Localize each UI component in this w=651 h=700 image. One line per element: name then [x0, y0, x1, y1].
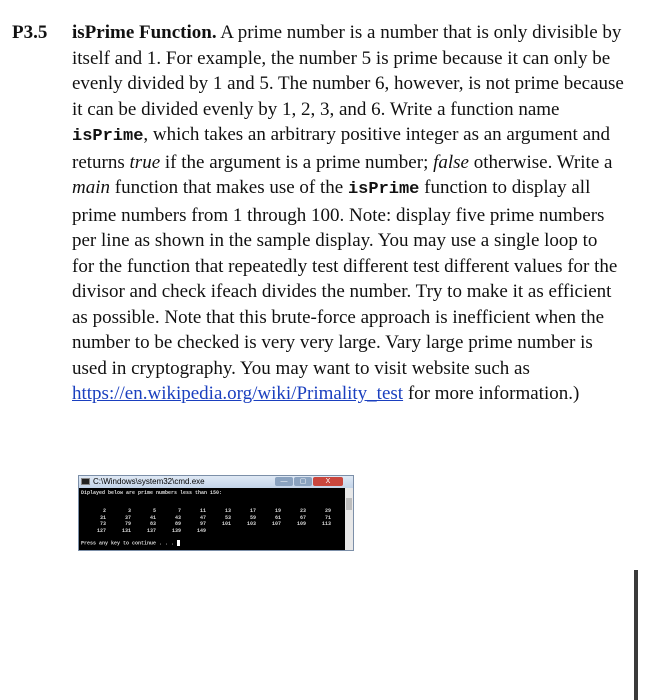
code-ispime-2: isPrime	[347, 180, 420, 199]
italic-false: false	[433, 151, 469, 173]
prime-cell: 59	[249, 514, 256, 521]
console-window	[78, 475, 354, 551]
prime-cell: 113	[321, 521, 331, 527]
console-prompt	[81, 540, 180, 546]
prime-cell: 61	[274, 514, 281, 521]
console-titlebar	[79, 476, 353, 488]
minimize-button[interactable]: —	[275, 477, 293, 486]
prime-cell: 37	[124, 514, 131, 521]
prime-cell: 11	[199, 508, 206, 514]
prime-cell: 23	[299, 508, 306, 514]
prime-cell: 97	[199, 521, 206, 527]
prime-cell: 67	[299, 514, 306, 521]
code-ispime-1: isPrime	[72, 127, 144, 146]
cmd-icon	[81, 478, 90, 485]
prime-cell: 137	[146, 527, 156, 534]
prime-cell: 19	[274, 508, 281, 514]
text-segment: otherwise. Write a	[468, 151, 613, 173]
close-button[interactable]: X	[313, 477, 343, 486]
prompt-text: Press any key to continue . . .	[81, 540, 178, 547]
prime-cell: 17	[249, 508, 256, 514]
console-header-line: Diplayed below are prime numbers less than 150:	[81, 490, 223, 496]
prime-cell: 71	[324, 514, 331, 521]
page-edge-divider	[634, 570, 638, 700]
problem-statement	[72, 20, 624, 407]
console-title: C:\Windows\system32\cmd.exe	[93, 477, 205, 486]
text-segment: A prime number is a number that is only divisible by itself and 1. For example, the number 5 is prime because it can only be evenly divided by 1 and 5. The number 6, however, is not prime because it can be divided evenly by 1, 2, 3, and 6. Write a function name	[72, 22, 624, 120]
console-output	[79, 488, 345, 550]
console-scrollbar[interactable]	[345, 488, 353, 550]
primality-test-link[interactable]: https://en.wikipedia.org/wiki/Primality_test	[72, 383, 404, 404]
prime-cell: 89	[174, 521, 181, 527]
prime-cell: 3	[127, 508, 131, 514]
prime-cell: 107	[271, 521, 281, 527]
prime-cell: 2	[102, 508, 106, 514]
prime-cell: 139	[171, 527, 181, 534]
prime-cell: 13	[224, 508, 231, 514]
prime-cell: 149	[196, 527, 206, 534]
scrollbar-thumb[interactable]	[346, 498, 352, 510]
text-segment: for more information.)	[403, 383, 580, 404]
prime-cell: 83	[149, 521, 156, 527]
prime-grid	[81, 508, 331, 534]
prime-cell: 5	[152, 508, 156, 514]
prime-cell: 127	[96, 527, 106, 534]
prime-cell: 73	[99, 521, 106, 527]
prime-cell: 131	[121, 527, 131, 534]
table-row	[81, 528, 331, 535]
prime-cell: 29	[324, 508, 331, 514]
text-segment: if the argument is a prime number;	[160, 151, 434, 173]
prime-cell: 31	[99, 514, 106, 521]
prime-cell: 103	[246, 521, 256, 527]
prime-cell: 101	[221, 521, 231, 527]
text-segment: function to display all prime numbers from 1 through 100. Note: display five prime numbers per line as shown in the sample display. You may use a single loop to for the function that repeatedly test different test different values for the divisor and check ifeach divides the number. Try to make it as efficient as possible. Note that this brute-force approach is inefficient when the number to be checked is very very large. Vary large prime number is used in cryptography. You may want to visit website such as	[72, 177, 618, 379]
prime-cell: 109	[296, 521, 306, 527]
prime-cell: 53	[224, 514, 231, 521]
prime-cell: 7	[177, 508, 181, 514]
prime-cell: 43	[174, 514, 181, 521]
italic-main: main	[72, 177, 110, 198]
text-segment: function that makes use of the	[110, 177, 348, 198]
text-segment: , which takes an arbitrary positive integer as an argument and returns	[72, 124, 610, 173]
italic-true: true	[129, 151, 161, 173]
prime-cell: 41	[149, 514, 156, 521]
prime-cell: 47	[199, 514, 206, 521]
cursor-icon	[177, 540, 180, 546]
problem-number: P3.5	[12, 22, 48, 43]
maximize-button[interactable]: ▢	[294, 477, 312, 486]
problem-title: isPrime Function.	[72, 22, 217, 43]
prime-cell: 79	[124, 521, 131, 527]
